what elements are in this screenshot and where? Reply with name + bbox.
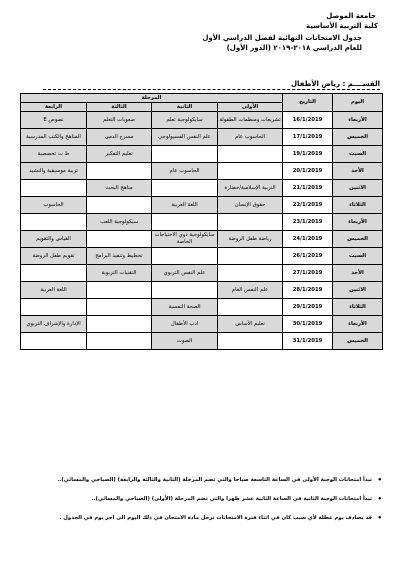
subject-cell-stage-3: التقنيات التربوية xyxy=(87,265,152,282)
subject-cell-stage-4: الإدارة والإشراف التربوي xyxy=(21,316,87,333)
day-cell: الثلاثاء xyxy=(333,197,383,214)
table-row xyxy=(21,163,383,180)
date-cell: 22/1/2019 xyxy=(283,197,333,214)
header-stage-4: الرابعة xyxy=(21,103,87,112)
academic-year: للعام الدراسي ٢٠١٨-٢٠١٩ (الدور الأول) xyxy=(226,44,362,52)
date-cell: 28/1/2019 xyxy=(283,282,333,299)
subject-cell-stage-1 xyxy=(218,163,283,180)
note-text: تبدأ امتحانات الوجبة الأولى في الساعة التاسعة صباحا والتي تضم المرحلة (الثانية والثالثة والرابعة) (الصباحي والمسائي).. xyxy=(57,477,372,483)
subject-cell-stage-2: ادب الأطفال xyxy=(152,316,218,333)
subject-cell-stage-3: مسرح الدمى xyxy=(87,129,152,146)
subject-cell-stage-1: الحاسوب عام xyxy=(218,129,283,146)
day-cell: الخميس xyxy=(333,129,383,146)
subject-cell-stage-3 xyxy=(87,163,152,180)
subject-cell-stage-3 xyxy=(87,197,152,214)
subject-cell-stage-1: تشريعات ومنظمات الطفولة xyxy=(218,112,283,129)
subject-cell-stage-3 xyxy=(87,231,152,248)
bullet-icon: • xyxy=(377,495,382,503)
day-cell: الخميس xyxy=(333,333,383,350)
subject-cell-stage-4: اللغة العربية xyxy=(21,282,87,299)
table-row xyxy=(21,112,383,129)
day-cell: السبت xyxy=(333,146,383,163)
department-line: القســــم : رياض الأطفال xyxy=(43,79,380,90)
day-cell: الأحد xyxy=(333,265,383,282)
date-cell: 19/1/2019 xyxy=(283,146,333,163)
subject-cell-stage-1 xyxy=(218,333,283,350)
subject-cell-stage-4: المناهج والكتب المدرسية xyxy=(21,129,87,146)
date-cell: 31/1/2019 xyxy=(283,333,333,350)
date-cell: 30/1/2019 xyxy=(283,316,333,333)
subject-cell-stage-3: مناهج البحث xyxy=(87,180,152,197)
header-date: التاريخ xyxy=(283,94,333,112)
bullet-icon: • xyxy=(377,476,382,484)
table-row xyxy=(21,214,383,231)
day-cell: الاثنين xyxy=(333,180,383,197)
table-row xyxy=(21,316,383,333)
day-cell: الأربعاء xyxy=(333,214,383,231)
subject-cell-stage-2 xyxy=(152,180,218,197)
subject-cell-stage-2: الحاسوب عام xyxy=(152,163,218,180)
subject-cell-stage-1 xyxy=(218,265,283,282)
subject-cell-stage-3: تعليم التفكير xyxy=(87,146,152,163)
subject-cell-stage-4 xyxy=(21,214,87,231)
subject-cell-stage-2 xyxy=(152,248,218,265)
subject-cell-stage-4 xyxy=(21,265,87,282)
subject-cell-stage-3 xyxy=(87,299,152,316)
day-cell: الأربعاء xyxy=(333,112,383,129)
subject-cell-stage-1: رياضة طفل الروضة xyxy=(218,231,283,248)
subject-cell-stage-4: ط ت تخصصية xyxy=(21,146,87,163)
subject-cell-stage-1: التربية الإسلامية/حضارة xyxy=(218,180,283,197)
date-cell: 27/1/2019 xyxy=(283,265,333,282)
date-cell: 17/1/2019 xyxy=(283,129,333,146)
subject-cell-stage-1 xyxy=(218,299,283,316)
schedule-title: جدول الامتحانات النهائية لفصل الدراسي الأول xyxy=(202,34,362,42)
note-item xyxy=(20,476,382,484)
subject-cell-stage-3: تخطيط وتنفيذ البرامج xyxy=(87,248,152,265)
table-row xyxy=(21,265,383,282)
table-row xyxy=(21,299,383,316)
bullet-icon: • xyxy=(377,514,382,522)
table-row xyxy=(21,197,383,214)
exam-schedule-table xyxy=(20,93,383,350)
table-row xyxy=(21,333,383,350)
subject-cell-stage-2: سايكولوجية ذوي الاحتياجات الخاصة xyxy=(152,231,218,248)
subject-cell-stage-1 xyxy=(218,146,283,163)
table-row xyxy=(21,231,383,248)
subject-cell-stage-4: القياس والتقويم xyxy=(21,231,87,248)
subject-cell-stage-3: صعوبات التعلم xyxy=(87,112,152,129)
date-cell: 20/1/2019 xyxy=(283,163,333,180)
subject-cell-stage-1: حقوق الإنسان xyxy=(218,197,283,214)
note-item xyxy=(20,495,382,503)
subject-cell-stage-2: علم النفس الفسيولوجي xyxy=(152,129,218,146)
subject-cell-stage-2: اللغة العربية xyxy=(152,197,218,214)
table-row xyxy=(21,146,383,163)
subject-cell-stage-4 xyxy=(21,299,87,316)
table-row xyxy=(21,129,383,146)
table-row xyxy=(21,282,383,299)
day-cell: الأحد xyxy=(333,163,383,180)
subject-cell-stage-3 xyxy=(87,333,152,350)
day-cell: الاثنين xyxy=(333,282,383,299)
subject-cell-stage-2: سايكولوجية تعلم xyxy=(152,112,218,129)
date-cell: 21/1/2019 xyxy=(283,180,333,197)
subject-cell-stage-1: تعليم الأساس xyxy=(218,316,283,333)
header-stage: المرحلة xyxy=(21,94,283,103)
note-text: تبدأ امتحانات الوجبة الثانية في الساعة الثانية عشر ظهرا والتي تضم المرحلة (الأولى) (الصباحي والمسائي).. xyxy=(91,496,372,502)
header-stage-3: الثالثة xyxy=(87,103,152,112)
note-text: قد يصادف يوم عطلة لأي سبب كان في اثناء فترة الامتحانات ترحل مادة الامتحان في ذلك اليوم الى اخر يوم في الجدول . xyxy=(59,515,372,521)
table-row xyxy=(21,248,383,265)
subject-cell-stage-4: نصوص E xyxy=(21,112,87,129)
date-cell: 26/1/2019 xyxy=(283,248,333,265)
day-cell: الثلاثاء xyxy=(333,299,383,316)
notes-section xyxy=(20,476,382,533)
date-cell: 23/1/2019 xyxy=(283,214,333,231)
subject-cell-stage-1 xyxy=(218,248,283,265)
subject-cell-stage-1 xyxy=(218,214,283,231)
subject-cell-stage-2: الصوت xyxy=(152,333,218,350)
college-name: كلية التربية الأساسية xyxy=(306,22,378,30)
header-stage-1: الأولى xyxy=(218,103,283,112)
subject-cell-stage-2: علم النفس التربوي xyxy=(152,265,218,282)
header-day: اليوم xyxy=(333,94,383,112)
day-cell: الأربعاء xyxy=(333,316,383,333)
table-row xyxy=(21,180,383,197)
date-cell: 29/1/2019 xyxy=(283,299,333,316)
subject-cell-stage-2 xyxy=(152,146,218,163)
subject-cell-stage-4 xyxy=(21,333,87,350)
subject-cell-stage-4: تربية موسيقية والنشيد xyxy=(21,163,87,180)
subject-cell-stage-4 xyxy=(21,180,87,197)
subject-cell-stage-4: الحاسوب xyxy=(21,197,87,214)
subject-cell-stage-2 xyxy=(152,214,218,231)
subject-cell-stage-3: سيكولوجية اللعب xyxy=(87,214,152,231)
subject-cell-stage-3 xyxy=(87,282,152,299)
subject-cell-stage-4: تقويم طفل الروضة xyxy=(21,248,87,265)
day-cell: السبت xyxy=(333,248,383,265)
date-cell: 24/1/2019 xyxy=(283,231,333,248)
university-name: جامعة الموصل xyxy=(326,12,376,20)
subject-cell-stage-2 xyxy=(152,282,218,299)
header-stage-2: الثانية xyxy=(152,103,218,112)
subject-cell-stage-3 xyxy=(87,316,152,333)
subject-cell-stage-2: الصحة النفسية xyxy=(152,299,218,316)
subject-cell-stage-1: علم النفس العام xyxy=(218,282,283,299)
date-cell: 16/1/2019 xyxy=(283,112,333,129)
note-item xyxy=(20,514,382,522)
day-cell: الخميس xyxy=(333,231,383,248)
document-header xyxy=(202,11,378,53)
